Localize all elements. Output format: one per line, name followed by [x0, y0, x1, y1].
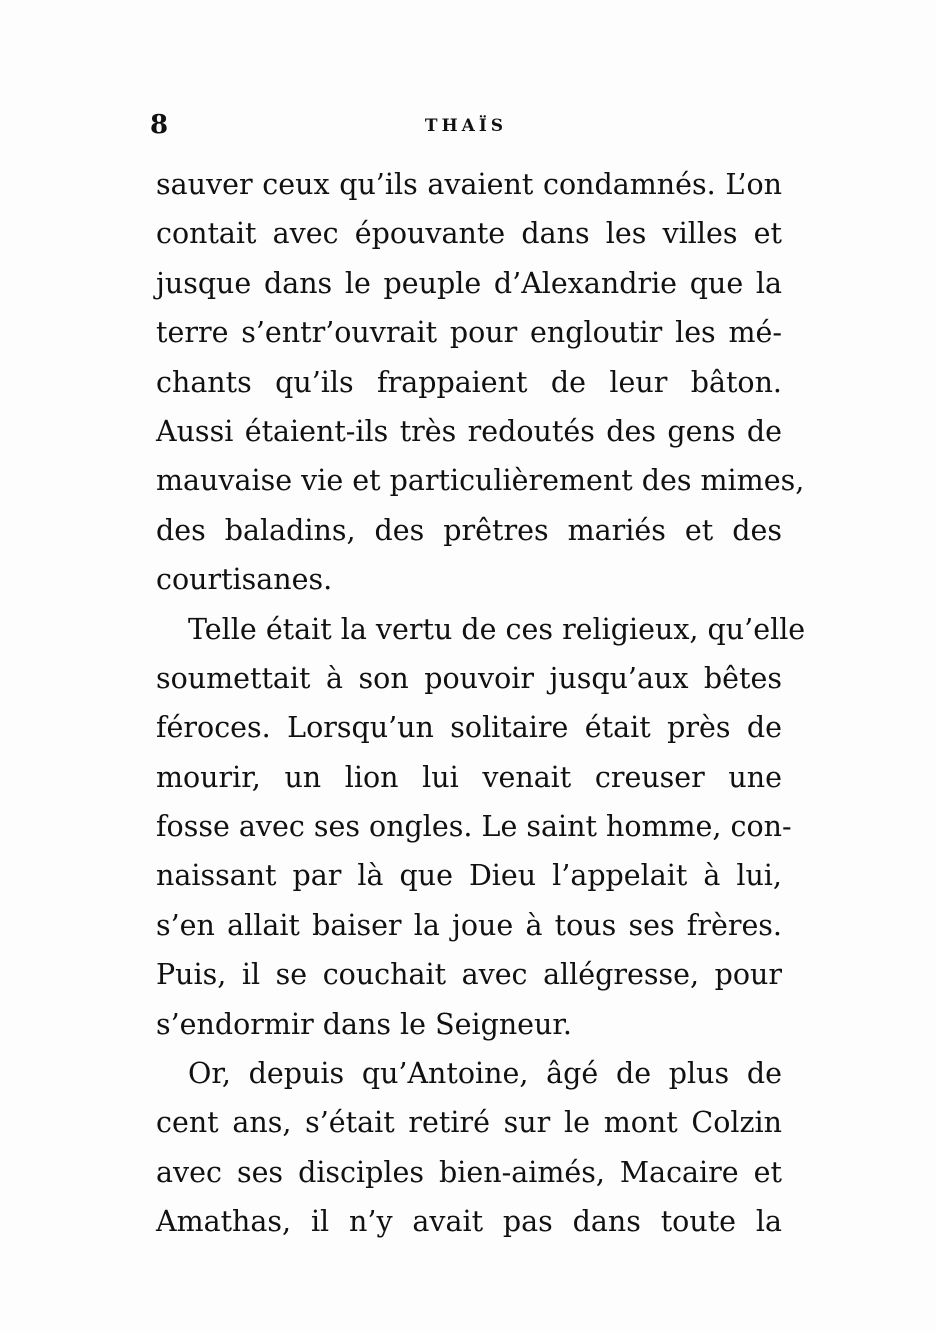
running-title: THAÏS	[424, 116, 508, 136]
text-line: terre s’entr’ouvrait pour engloutir les mé-	[156, 316, 782, 350]
body-text	[156, 160, 806, 1247]
page-number: 8	[150, 110, 169, 140]
text-line: chants qu’ils frappaient de leur bâton.	[156, 365, 782, 399]
text-line: sauver ceux qu’ils avaient condamnés. L’on	[156, 168, 782, 201]
text-line: avec ses disciples bien-aimés, Macaire et	[156, 1155, 782, 1189]
text-line: Or, depuis qu’Antoine, âgé de plus de	[188, 1057, 782, 1091]
text-line: des baladins, des prêtres mariés et des	[156, 513, 782, 547]
text-line: contait avec épouvante dans les villes et	[156, 217, 782, 251]
text-line: mauvaise vie et particulièrement des mimes,	[156, 464, 805, 498]
text-line: cent ans, s’était retiré sur le mont Colzin	[156, 1106, 782, 1140]
text-line: jusque dans le peuple d’Alexandrie que la	[156, 266, 782, 300]
text-line: s’en allait baiser la joue à tous ses frères.	[156, 908, 782, 942]
text-line: féroces. Lorsqu’un solitaire était près de	[156, 711, 782, 745]
text-line: Puis, il se couchait avec allégresse, pour	[156, 958, 782, 992]
text-line: naissant par là que Dieu l’appelait à lui,	[156, 859, 782, 893]
text-line: soumettait à son pouvoir jusqu’aux bêtes	[156, 661, 782, 695]
text-line: Amathas, il n’y avait pas dans toute la	[156, 1205, 782, 1239]
text-line: Aussi étaient-ils très redoutés des gens de	[156, 414, 782, 448]
text-line: Telle était la vertu de ces religieux, qu’elle	[188, 612, 806, 646]
text-line: s’endormir dans le Seigneur.	[156, 1007, 572, 1041]
text-line: courtisanes.	[156, 563, 333, 597]
text-line: mourir, un lion lui venait creuser une	[156, 760, 782, 794]
text-line: fosse avec ses ongles. Le saint homme, con-	[156, 810, 792, 844]
page-header	[150, 110, 782, 140]
